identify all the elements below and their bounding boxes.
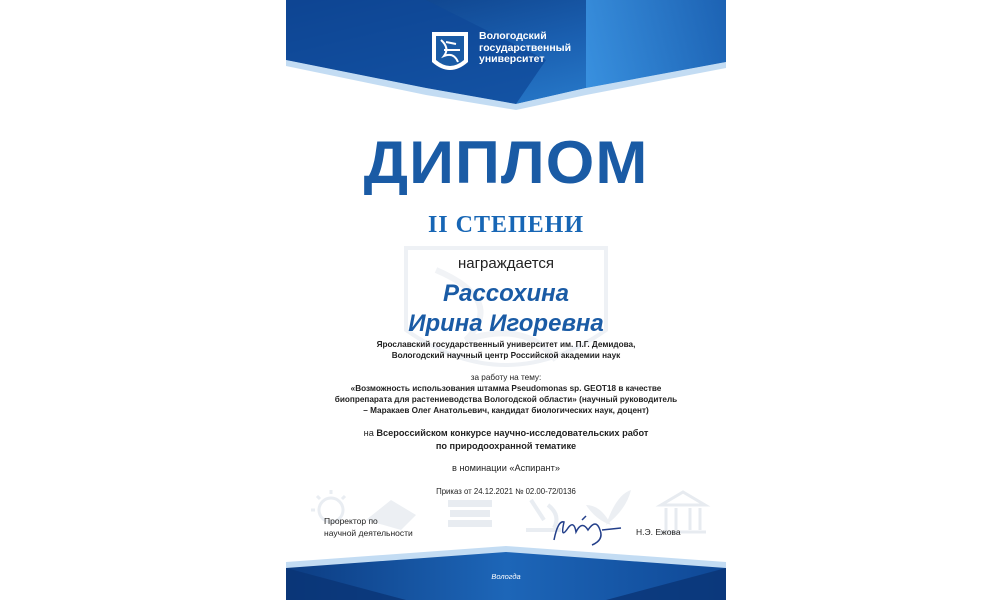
recipient-name: Ирина Игоревна <box>408 310 604 337</box>
university-line-2: государственный <box>479 41 572 54</box>
diploma-degree: II СТЕПЕНИ <box>427 212 585 238</box>
diploma-title: ДИПЛОМ <box>363 129 649 196</box>
nomination: в номинации «Аспирант» <box>452 463 560 473</box>
signer-name: Н.Э. Ежова <box>636 527 681 537</box>
university-line-3: университет <box>479 53 545 65</box>
contest-line-2: по природоохранной тематике <box>435 441 577 451</box>
footer-city: Вологда <box>491 572 521 581</box>
diploma-sheet <box>286 0 726 600</box>
signer-position-line-1: Проректор по <box>324 516 378 526</box>
order-reference: Приказ от 24.12.2021 № 02.00-72/0136 <box>436 487 576 496</box>
contest-prefix: на <box>363 428 374 438</box>
university-line-1: Вологодский <box>479 30 547 42</box>
signer-position-line-2: научной деятельности <box>324 527 413 538</box>
topic-line-1: «Возможность использования штамма Pseudomonas sp. GEOT18 в качестве <box>350 384 662 393</box>
awarded-text: награждается <box>457 255 555 272</box>
footer-banner <box>286 540 726 600</box>
signature-scribble <box>286 0 726 600</box>
contest-name: Всероссийском конкурсе научно-исследовательских работ <box>376 428 649 438</box>
topic-line-3: – Маракаев Олег Анатольевич, кандидат биологических наук, доцент) <box>363 406 649 415</box>
recipient-surname: Рассохина <box>443 280 569 307</box>
topic-line-2: биопрепарата для растениеводства Вологодской области» (научный руководитель <box>334 395 678 404</box>
for-work-label: за работу на тему: <box>470 373 542 382</box>
affiliation-line-2: Вологодский научный центр Российской академии наук <box>391 351 621 360</box>
affiliation-line-1: Ярославский государственный университет им. П.Г. Демидова, <box>376 340 636 349</box>
